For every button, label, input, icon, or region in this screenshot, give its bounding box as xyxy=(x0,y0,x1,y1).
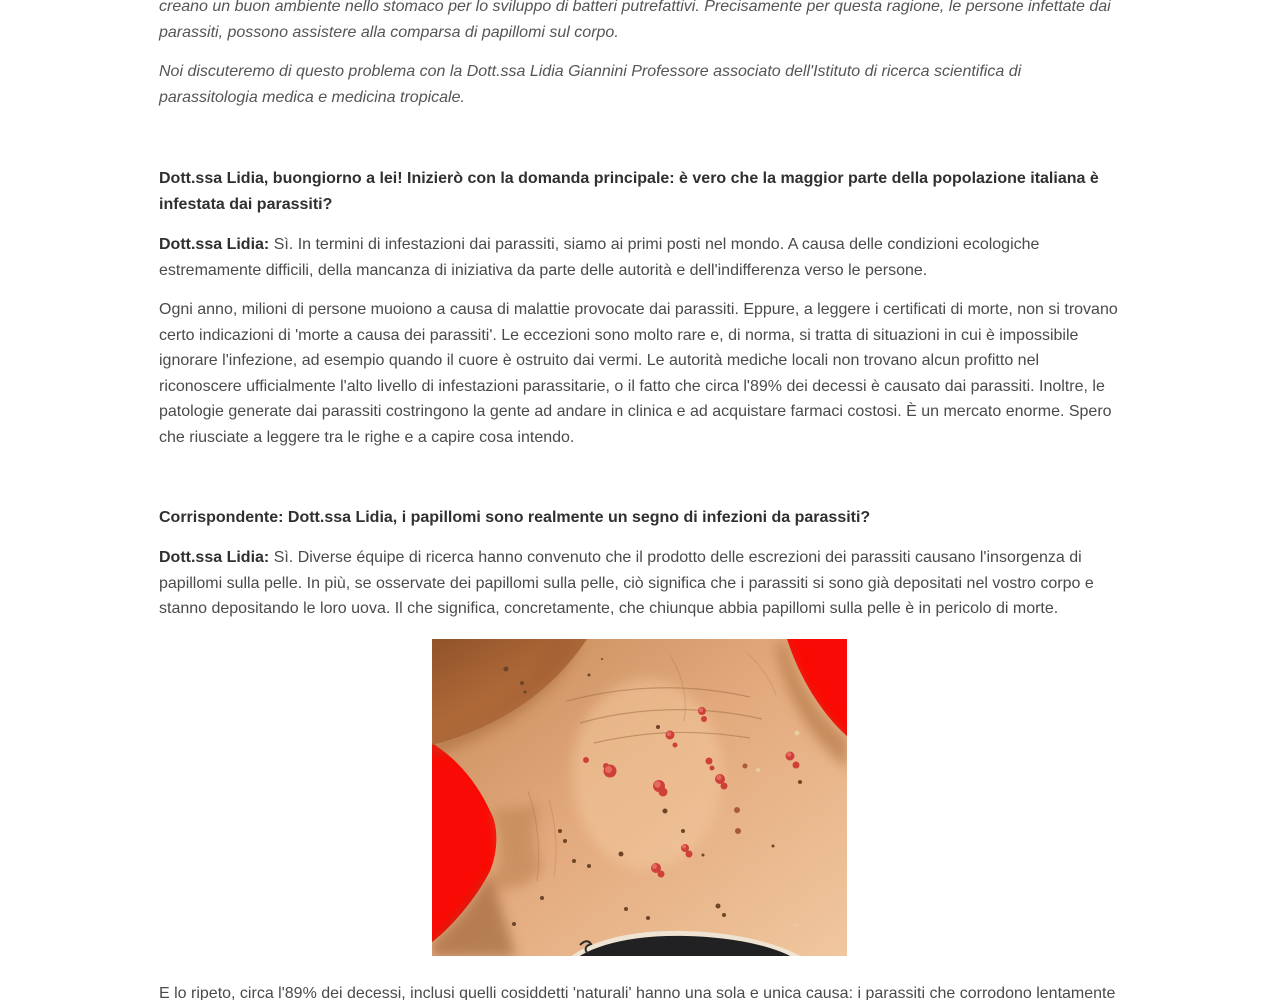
body-paragraph: Ogni anno, milioni di persone muoiono a causa di malattie provocate dai parassiti. Eppure, a leggere i certificati di morte, non si trovano certo indicazioni di 'morte a causa dei parassiti'. Le eccezioni sono molto rare e, di norma, si tratta di situazioni in cui è impossibile ignorare l'infezione, ad esempio quando il cuore è ostruito dai vermi. Le autorità mediche locali non trovano alcun profitto nel riconoscere ufficialmente l'alto livello di infestazioni parassitarie, o il fatto che circa l'89% dei decessi è causato dai parassiti. Inoltre, le patologie generate dai parassiti costringono la gente ad andare in clinica e ad acquistare farmaci costosi. È un mercato enorme. Spero che riusciate a leggere tra le righe e a capire cosa intendo. xyxy=(159,301,1118,446)
speaker-label: Dott.ssa Lidia: xyxy=(159,549,270,566)
intro-paragraph-1: creano un buon ambiente nello stomaco per lo sviluppo di batteri putrefattivi. Precisamente per questa ragione, le persone infettate dai parassiti, possono assistere alla comparsa di papillomi sul corpo. xyxy=(159,0,1111,41)
neck-papillomas-illustration xyxy=(432,639,847,956)
interview-question-2: Corrispondente: Dott.ssa Lidia, i papillomi sono realmente un segno di infezioni da parassiti? xyxy=(159,509,871,526)
neck-highlight xyxy=(572,679,722,869)
closing-paragraph: E lo ripeto, circa l'89% dei decessi, inclusi quelli cosiddetti 'naturali' hanno una sola e unica causa: i parassiti che corrodono lentamente xyxy=(159,985,1116,1000)
neck-papillomas-photo xyxy=(432,639,847,956)
interview-answer-2 xyxy=(159,545,1120,622)
intro-paragraph-2: Noi discuteremo di questo problema con la Dott.ssa Lidia Giannini Professore associato dell'Istituto di ricerca scientifica di parassitologia medica e medicina tropicale. xyxy=(159,63,1022,106)
speaker-label: Dott.ssa Lidia: xyxy=(159,236,270,253)
interview-question-1: Dott.ssa Lidia, buongiorno a lei! Inizierò con la domanda principale: è vero che la maggior parte della popolazione italiana è infestata dai parassiti? xyxy=(159,170,1099,213)
interview-answer-1 xyxy=(159,232,1120,283)
answer-text: Sì. Diverse équipe di ricerca hanno convenuto che il prodotto delle escrezioni dei parassiti causano l'insorgenza di papillomi sulla pelle. In più, se osservate dei papillomi sulla pelle, ciò significa che i parassiti si sono già depositati nel vostro corpo e stanno depositando le loro uova. Il che significa, concretamente, che chiunque abbia papillomi sulla pelle è in pericolo di morte. xyxy=(159,549,1094,617)
answer-text: Sì. In termini di infestazioni dai parassiti, siamo ai primi posti nel mondo. A causa delle condizioni ecologiche estremamente difficili, della mancanza di iniziativa da parte delle autorità e dell'indifferenza verso le persone. xyxy=(159,236,1040,279)
